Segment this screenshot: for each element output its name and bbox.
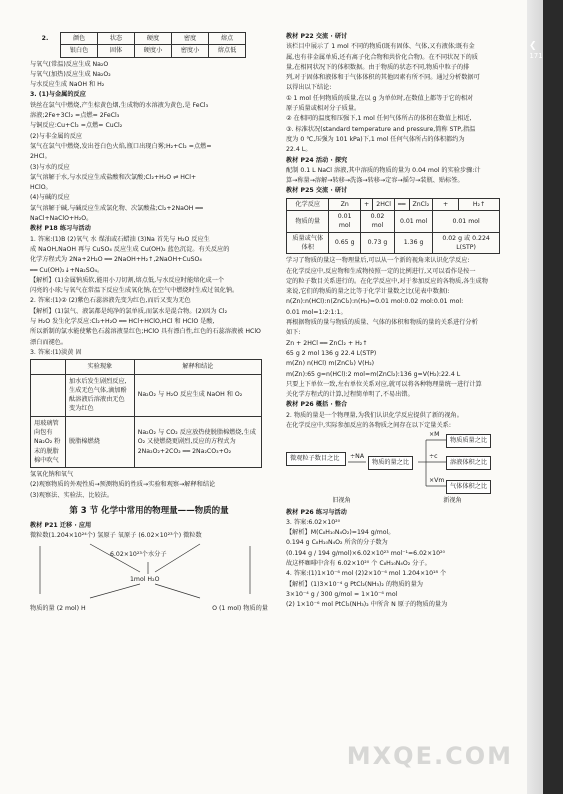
text-line: 3. 答案:6.02×10²⁰: [286, 518, 341, 526]
text-line: 与 H₂O 发生化学反应:Cl₂+H₂O ══ HCl+HClO,HCl 和 HClO 是酸,: [30, 318, 215, 326]
text-line: 1. 答案:(1)B (2)氧气 水 煤油或石蜡油 (3)Na 首先与 H₂O 反应生: [30, 235, 210, 243]
box-gas-volume-ratio: 气体体积之比: [446, 480, 491, 493]
text-line: 氯气溶解于碱,与碱反应生成氯化物、次氯酸盐;Cl₂+2NaOH ══: [30, 204, 203, 212]
cell-color: 银白色: [61, 45, 98, 57]
th-color: 颜色: [61, 33, 98, 45]
text-line: 量,在相同状况下的体积数据。由于物质的状态不同,物质中粒子的排: [286, 63, 470, 71]
text-line: 溶液;2Fe+3Cl₂ =点燃= 2FeCl₃: [30, 112, 120, 120]
text-line: (3)与水的反应: [30, 163, 70, 171]
text-line: 与氧气(加热)反应生成 Na₂O₂: [30, 70, 111, 78]
text-line: 【解析】(1)氯气、液氯都是纯净的氯单质,而氯水是混合物。(2)因为 Cl₂: [30, 307, 228, 315]
right-column: [286, 32, 508, 611]
th-density: 密度: [172, 33, 209, 45]
text-line: 氢气在氯气中燃烧,发出苍白色火焰,瓶口出现白雾;H₂+Cl₂ =点燃=: [30, 142, 212, 150]
chevron-left-icon: ❮: [529, 41, 537, 51]
text-line: ③. 标准状况(standard temperature and pressure,简称 STP,指温: [286, 125, 476, 133]
box-mole-ratio: 物质的量之比: [368, 456, 413, 469]
text-line: 只要上下单位一致,左右单位关系对应,就可以将各种物理量统一进行计算: [286, 380, 482, 388]
cell-hardness: 硬度小: [135, 45, 172, 57]
row1-conclusion: Na₂O₂ 与 H₂O 反应生成 NaOH 和 O₂: [134, 374, 261, 416]
text-line: 0.01 mol=1:2:1:1。: [286, 308, 347, 316]
text-line: 关化学方程式的计算,过程简单明了,不易出错。: [286, 391, 414, 399]
q2-number: 2.: [41, 35, 49, 42]
op-m: ×M: [429, 431, 440, 439]
row1-phenomenon: 加水后发生剧烈反应,生成无色气体,滴加酚酞溶液后溶液由无色变为红色: [66, 374, 135, 416]
text-line: 成 NaOH,NaOH 再与 CuSO₄ 反应生成 Cu(OH)₂ 蓝色沉淀。有关反应的: [30, 245, 230, 253]
text-line: ══ Cu(OH)₂↓+Na₂SO₄。: [30, 266, 104, 274]
diagram-water-molecules: 6.02×10²³个水分子: [110, 551, 167, 559]
view-labels: [286, 496, 508, 505]
text-line: 所以新制的氯水能使紫色石蕊溶液显红色;HClO 具有漂白性,红色的石蕊溶液被 HClO: [30, 328, 261, 336]
text-line: 22.4 L。: [286, 146, 312, 154]
op-na: ÷NA: [350, 453, 365, 461]
th-reaction: 化学反应: [287, 198, 329, 210]
th-phenomenon: 实验现象: [66, 360, 135, 374]
row2-phenomenon: 脱脂棉燃烧: [66, 416, 135, 467]
old-view-label: 旧视角: [332, 497, 351, 505]
text-line: 化学方程式为 2Na+2H₂O ══ 2NaOH+H₂↑,2NaOH+CuSO₄: [30, 256, 202, 264]
text-line: Zn + 2HCl ══ ZnCl₂ + H₂↑: [286, 339, 368, 347]
text-line: 闪亮的小球;与氧气在常温下反应生成氧化钠,在空气中燃烧时生成过氧化钠。: [30, 287, 239, 295]
section-p21-title: 教材 P21 迁移 · 应用: [30, 521, 92, 529]
text-line: 氢氧化钠和氧气: [30, 471, 74, 479]
text-line: 定的粒子数目关系进行的。在化学反应中,对于参加反应的各物质,各生成物: [286, 277, 488, 285]
text-line: 与氧气(常温)反应生成 Na₂O: [30, 60, 109, 68]
text-line: 漂白而褪色。: [30, 338, 68, 346]
box-solution-volume-ratio: 溶液体积之比: [446, 456, 491, 469]
text-line: 【解析】(1)金属钠质软,能用小刀切割,熔点低,与水反应时能熔化成一个: [30, 276, 225, 284]
row2-side: 用玻璃管向包有 Na₂O₂ 粉末的脱脂棉中吹气: [31, 416, 66, 467]
text-line: 4. 答案:(1)1×10⁻⁶ mol (2)2×10⁻⁶ mol 1.204×10¹⁸ 个: [286, 570, 447, 578]
box-mass-ratio: 物质质量之比: [446, 434, 491, 447]
sodium-properties-table: [30, 32, 246, 58]
text-line: 【解析】(1)3×10⁻⁴ g PtCl₂(NH₃)₂ 的物质的量为: [286, 580, 423, 588]
text-line: 在化学反应中,反应物和生成物按照一定的比例进行,又可以看作是按一: [286, 267, 476, 275]
section-p18-title: 教材 P18 练习与活动: [30, 225, 91, 233]
mole-diagram: [30, 542, 268, 602]
section-p26-title: 教材 P26 概括 · 整合: [286, 401, 348, 409]
text-line: 3. 答案:(1)淡黄 固: [30, 348, 82, 356]
text-line: n(Zn):n(HCl):n(ZnCl₂):n(H₂)=0.01 mol:0.02 mol:0.01 mol:: [286, 298, 464, 306]
text-line: 氯气溶解于水,与水反应生成盐酸和次氯酸;Cl₂+H₂O ⇌ HCl+: [30, 173, 197, 181]
text-line: 学习了物质的量这一物理量后,可以从一个新的视角来认识化学反应:: [286, 257, 470, 265]
text-line: (4)与碱的反应: [30, 194, 70, 202]
text-line: 2. 答案:(1)② (2)紫色石蕊溶液先变为红色,而后又变为无色: [30, 297, 191, 305]
text-line: (0.194 g / 194 g/mol)×6.02×10²³ mol⁻¹=6.02×10²⁰: [286, 549, 445, 557]
reaction-table: 化学反应 Zn + 2HCl ══ ZnCl₂ + H₂↑ 物质的量 0.01 mol 0.02 mol 0.01 mol 0.01 mol 质量或气体体积 0.65 g 0.73 g 1.36 g 0.02 g 或 0.224 L(STP): [286, 198, 500, 254]
page-edge-dark: [543, 0, 563, 794]
th-state: 状态: [98, 33, 135, 45]
watermark: MXQE.COM: [346, 742, 513, 770]
cell-melting: 熔点低: [209, 45, 246, 57]
section-p24-title: 教材 P24 活动 · 探究: [286, 156, 348, 164]
text-line: 2HCl。: [30, 153, 51, 161]
experiment-table: [30, 359, 262, 468]
text-line: 65 g 2 mol 136 g 22.4 L(STP): [286, 349, 377, 357]
quantity-relation-diagram: [286, 432, 508, 494]
text-line: 再根据物质的量与物质的质量、气体的体积和物质的量的关系进行分析: [286, 319, 478, 327]
section-p25-title: 教材 P25 交流 · 研讨: [286, 187, 348, 195]
text-line: 原子质量或相对分子质量。: [286, 105, 361, 113]
q3-heading: 3. (1)与金属的反应: [30, 91, 86, 99]
text-line: 以得出以下结论:: [286, 84, 332, 92]
text-line: m(Zn):65 g=n(HCl):2 mol=m(ZnCl₂):136 g=V(H₂):22.4 L: [286, 370, 461, 378]
cell-state: 固体: [98, 45, 135, 57]
diagram-bottom-right: O (1 mol) 物质的量: [212, 605, 268, 613]
section-title: 第 3 节 化学中常用的物理量——物质的量: [69, 506, 229, 517]
text-line: 3×10⁻⁴ g / 300 g/mol = 1×10⁻⁶ mol: [286, 590, 398, 598]
text-line: 在化学反应中,实际参加反应的各物质之间存在以下定量关系:: [286, 421, 451, 429]
row2-conclusion: Na₂O₂ 与 CO₂ 反应放热使脱脂棉燃烧,生成 O₂ 又使燃烧更剧烈,反应的方程式为 2Na₂O₂+2CO₂ ══ 2Na₂CO₃+O₂: [134, 416, 261, 467]
text-line: m(Zn) n(HCl) m(ZnCl₂) V(H₂): [286, 360, 375, 368]
text-line: (2)与非金属的反应: [30, 132, 83, 140]
text-line: 铁丝在氯气中燃烧,产生棕黄色烟,生成物的水溶液为黄色,是 FeCl₃: [30, 101, 209, 109]
section-p22-title: 教材 P22 交流 · 研讨: [286, 33, 348, 40]
diagram-1mol-water: 1mol H₂O: [130, 576, 160, 584]
diagram-bottom-left: 物质的量 (2 mol) H: [30, 605, 86, 613]
th-melting: 熔点: [209, 33, 246, 45]
text-line: 来说,它们的物质的量之比等于化学计量数之比(见表中数据):: [286, 288, 450, 296]
text-line: 列,对于固体和液体和于气体体积的其他因素有所不同。通过分析数据可: [286, 74, 480, 82]
text-line: 配制 0.1 L NaCl 溶液,其中溶质的物质的量为 0.04 mol 的实验步骤:计: [286, 166, 481, 174]
th-conclusion: 解释和结论: [134, 360, 261, 374]
text-line: ① 1 mol 任何物质的质量,在以 g 为单位时,在数值上都等于它的相对: [286, 94, 474, 102]
text-line: (2) 1×10⁻⁶ mol PtCl₂(NH₃)₂ 中所含 N 原子的物质的量为: [286, 601, 448, 609]
text-line: 算→称量→溶解→转移→洗涤→转移→定容→摇匀→装瓶、贴标签。: [286, 177, 464, 185]
cell-density: 密度小: [172, 45, 209, 57]
left-column: [30, 32, 268, 614]
text-line: 与铜反应:Cu+Cl₂ =点燃= CuCl₂: [30, 122, 123, 130]
text-line: 该栏目中展示了 1 mol 不同的物质(既有固体、气体,又有液体;既有金: [286, 43, 475, 51]
text-line: NaCl+NaClO+H₂O。: [30, 215, 93, 223]
new-view-label: 新视角: [443, 497, 462, 505]
section-p26b-title: 教材 P26 练习与活动: [286, 508, 347, 516]
diagram-bottom-row: [30, 604, 268, 613]
text-line: 如下:: [286, 329, 301, 337]
text-line: 【解析】M(C₈H₁₀N₄O₂)=194 g/mol。: [286, 529, 395, 537]
text-line: ② 在相同的温度和压强下,1 mol 任何气体所占的体积在数值上相近,: [286, 115, 472, 123]
text-line: 2. 物质的量是一个物理量,为我们认识化学反应提供了新的视角。: [286, 411, 463, 419]
op-vm: ×Vm: [429, 477, 445, 485]
text-line: 属,也有非金属单质,还有离子化合物和共价化合物)。在不同状况下的质: [286, 53, 478, 61]
box-particle-ratio: 微观粒子数目之比: [286, 452, 346, 465]
text-line: 与水反应生成 NaOH 和 H₂: [30, 81, 105, 89]
text-line: (3)观察法、实验法、比较法。: [30, 491, 114, 499]
text-line: 0.194 g C₈H₁₀N₄O₂ 所含的分子数为: [286, 539, 388, 547]
op-c: ÷c: [429, 453, 438, 461]
text-line: 度为 0 ℃,压强为 101 kPa)下,1 mol 任何气体所占的体积都约为: [286, 135, 465, 143]
text-line: HClO。: [30, 184, 52, 192]
text-line: 微粒数(1.204×10²⁴个) 氢原子 氧原子 (6.02×10²³个) 微粒数: [30, 532, 202, 540]
text-line: 故这杯咖啡中含有 6.02×10²⁰ 个 C₈H₁₀N₄O₂ 分子。: [286, 560, 431, 568]
text-line: (2)观察物质的外观性质→预测物质的性质→实验和观察→解释和结论: [30, 481, 216, 489]
th-hardness: 硬度: [135, 33, 172, 45]
page-number: 171: [529, 52, 543, 60]
